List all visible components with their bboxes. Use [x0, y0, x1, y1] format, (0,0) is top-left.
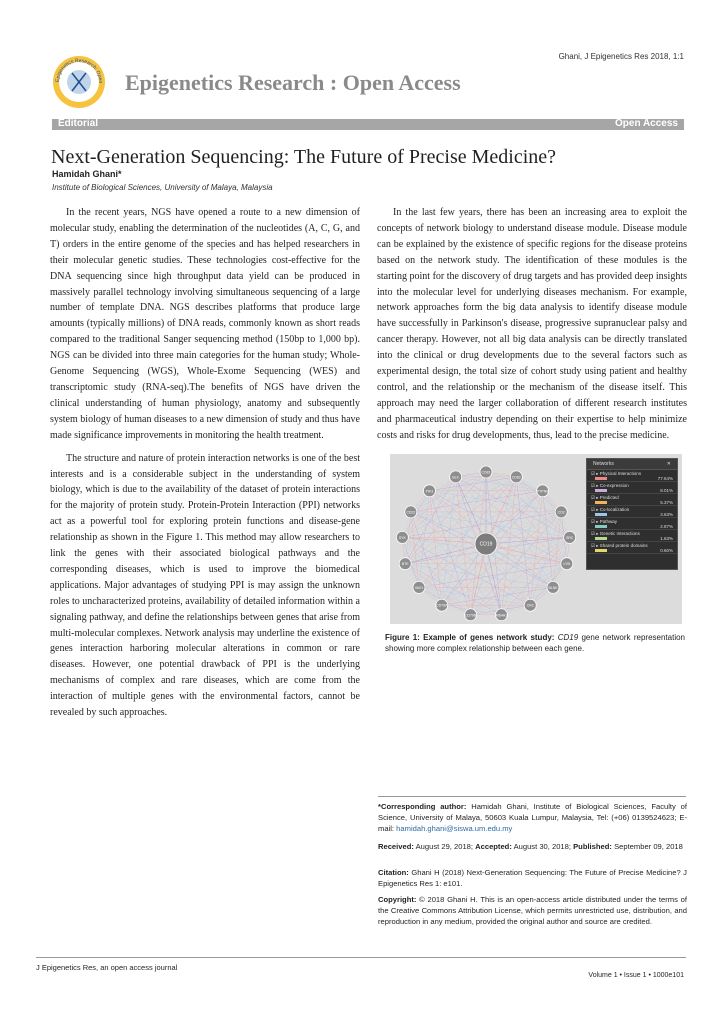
- legend-label: ☑ ▸ Co-expression: [591, 483, 629, 488]
- section-bar: [52, 119, 684, 130]
- node-label: CR2: [526, 603, 534, 608]
- legend-swatch: [595, 489, 607, 492]
- network-node: [480, 466, 492, 478]
- article-title: Next-Generation Sequencing: The Future of Precise Medicine?: [51, 146, 557, 168]
- network-node: [510, 471, 522, 483]
- legend-close-icon: ✕: [666, 461, 671, 467]
- legend-value: 8.01%: [660, 488, 673, 493]
- node-label: BTK: [401, 562, 409, 567]
- legend-item[interactable]: [587, 518, 677, 530]
- legend-swatch: [595, 549, 607, 552]
- legend-value: 2.87%: [660, 524, 673, 529]
- legend-item[interactable]: [587, 530, 677, 542]
- legend-swatch: [595, 477, 607, 480]
- node-label: VAV1: [414, 585, 424, 590]
- legend-value: 77.64%: [657, 476, 673, 481]
- legend-title: Networks: [593, 461, 614, 467]
- logo-text: Epigenetics Research: Open: [54, 57, 104, 84]
- network-node: [495, 609, 507, 621]
- caption-label: Figure 1: Example of genes network study:: [385, 633, 555, 642]
- network-legend: [586, 458, 678, 570]
- legend-label: ☑ ▸ Physical Interactions: [591, 471, 642, 476]
- citation-label: Citation:: [378, 868, 409, 877]
- accepted-date: August 30, 2018;: [513, 842, 571, 851]
- copyright-label: Copyright:: [378, 895, 417, 904]
- node-label: BLK: [452, 475, 459, 480]
- received-date: August 29, 2018;: [415, 842, 474, 851]
- figure-caption: [385, 632, 685, 654]
- copyright-text: © 2018 Ghani H. This is an open-access article distributed under the terms of the Creative Commons Attribution License, which permits unrestricted use, distribution, and reproduction in any medium, provided the original author and source are credited.: [378, 895, 687, 926]
- network-node: [547, 581, 559, 593]
- caption-text: gene network: [581, 633, 631, 642]
- published-date: September 09, 2018: [614, 842, 683, 851]
- legend-swatch: [595, 525, 607, 528]
- network-node: [475, 533, 497, 555]
- article-type: Editorial: [58, 118, 99, 129]
- network-node: [564, 531, 576, 543]
- legend-item[interactable]: [587, 506, 677, 518]
- legend-label: ☑ ▸ Co-localization: [591, 507, 630, 512]
- node-label: CD79B: [464, 613, 477, 618]
- legend-label: ☑ ▸ Pathway: [591, 519, 618, 524]
- legend-value: 0.60%: [660, 548, 673, 553]
- legend-value: 5.37%: [660, 500, 673, 505]
- citation-text: Ghani H (2018) Next-Generation Sequencing: The Future of Precise Medicine? J Epigenetics Res 1: e101.: [378, 868, 687, 888]
- legend-swatch: [595, 537, 607, 540]
- paragraph: In the recent years, NGS have opened a route to a new dimension of molecular study, enabling the determination of the nucleotides (A, C, G, and T) orders in the entire genome of the species and has helped researchers in their molecular genetic studies. These technologies cost-effective for the DNA sequencing since high throughput data yield can be produced in massively parallel technology involving simultaneous sequencing of a large number of template DNA. NGS describes platforms that produce large amounts (typically millions) of DNA reads, commonly known as short reads compared to the traditional Sanger sequencing method (150bp to 1,000 bp). NGS can be divided into three main categories for the human study; Whole-Genome Sequencing (WGS), Whole-Exome Sequencing (WES) and transcriptomic study (RNA-seq).The benefits of NGS have driven the clinical understanding of human physiology, anatomy and subsequently system biology of human diseases to a new dimension of study and thus have made significance improvements in monitoring the health treatment.: [50, 207, 360, 441]
- node-label: CD2: [557, 510, 565, 515]
- legend-swatch: [595, 501, 607, 504]
- node-label: CD82: [511, 475, 521, 480]
- correspondence-label: *Corresponding author:: [378, 802, 467, 811]
- node-label: PIK3: [425, 489, 434, 494]
- network-node: [555, 506, 567, 518]
- dates: [378, 841, 687, 852]
- network-node: [537, 485, 549, 497]
- affiliation: Institute of Biological Sciences, University of Malaya, Malaysia: [52, 183, 273, 192]
- legend-label: ☑ ▸ Genetic Interactions: [591, 531, 640, 536]
- paragraph: In the last few years, there has been an increasing area to exploit the concepts of network biology to understand disease module. Disease module can be explained by the existence of specific regions for the disease proteins based on the network study. The identification of these modules is the starting point for the discovery of drug targets and has provided deep insights into the molecular level for underlying diseases mechanism. For example, network approaches form the big data analysis to identify disease module have successfully in Parkinson's disease, progressive supranuclear palsy and cancer therapy. However, not all big data analysis can be directly translated into the clinical or drug developments due to the several factors such as experimental design, the total size of cohort study using patient and healthy control, and the relationship or the mechanism of the disease itself. This approach may need the larger collaboration of different research institutes and pharmaceutical industry depending on their expertise to help minimize costs and risks for drug developments, thus, lead to the precise medicine.: [377, 207, 687, 441]
- legend-item[interactable]: [587, 542, 677, 554]
- network-node: [413, 581, 425, 593]
- received-label: Received:: [378, 842, 414, 851]
- journal-title: Epigenetics Research : Open Access: [125, 70, 461, 95]
- journal-logo: [52, 55, 106, 109]
- legend-swatch: [595, 513, 607, 516]
- caption-gene: CD19: [557, 633, 579, 642]
- footer-volume: Volume 1 • Issue 1 • 1000e101: [588, 972, 684, 979]
- accepted-label: Accepted:: [475, 842, 512, 851]
- network-node: [450, 471, 462, 483]
- caption-text: representation showing more complex relationship between each gene.: [385, 633, 685, 653]
- network-node: [399, 558, 411, 570]
- node-label: SRC: [565, 535, 574, 540]
- node-label: PTPN6: [536, 489, 549, 494]
- legend-value: 1.63%: [660, 536, 673, 541]
- legend-label: ☑ ▸ Predicted: [591, 495, 619, 500]
- network-node: [405, 506, 417, 518]
- node-label: MS4A1: [495, 613, 508, 618]
- legend-item[interactable]: [587, 482, 677, 494]
- node-label: CD79A: [436, 603, 448, 608]
- network-node: [436, 599, 448, 611]
- node-label: CD19: [479, 541, 493, 548]
- copyright: [378, 894, 687, 927]
- node-label: CD81: [481, 470, 491, 475]
- email-link[interactable]: hamidah.ghani@siswa.um.edu.my: [396, 824, 513, 833]
- correspondence-text: Hamidah Ghani, Institute of Biological Sciences, Faculty of Science, University of Malaya, 50603 Kuala Lumpur, Malaysia, Tel: (+06) 0139524623; E-mail:: [378, 802, 687, 833]
- network-node: [524, 599, 536, 611]
- legend-value: 3.63%: [660, 512, 673, 517]
- footer-divider: [36, 957, 686, 958]
- legend-item[interactable]: [587, 470, 677, 482]
- footer-journal: J Epigenetics Res, an open access journal: [36, 963, 178, 972]
- running-head: Ghani, J Epigenetics Res 2018, 1:1: [558, 52, 684, 61]
- network-node: [561, 558, 573, 570]
- figure-1: [390, 454, 682, 624]
- node-label: SYK: [398, 535, 406, 540]
- access-label: Open Access: [615, 118, 678, 129]
- legend-label: ☑ ▸ Shared protein domains: [591, 543, 648, 548]
- node-label: LYN: [563, 562, 571, 567]
- network-node: [465, 609, 477, 621]
- node-label: CD22: [406, 510, 416, 515]
- network-node: [396, 531, 408, 543]
- citation: [378, 867, 687, 889]
- left-column: [50, 205, 360, 721]
- author: Hamidah Ghani*: [52, 169, 122, 179]
- correspondence: [378, 801, 687, 834]
- paragraph: The structure and nature of protein interaction networks is one of the best interests and is a considerable subject in the understanding of system biology, which is due to the availability of the dataset of protein interactions for the majority of protein study. Protein-Protein Interaction (PPI) networks act as a powerful tool for exploring protein functions and disease-gene relationship as shown in the Figure 1. This method may allow researchers to link the genes with their associated biological pathways and the corresponding diseases, which is used to improve the biomedical applications. Major advantages of studying PPI is may assign the unknown roles to uncharacterized proteins, availability of detailed information within a signaling pathway, and define the relationships between genes that arise from multi-molecular complexes. Network analysis may underline the existence of genes interaction harboring molecular alterations in common or rare diseases. However, one potential drawback of PPI is the underlying mechanisms of complex and rare diseases, which are come from the interaction of multiple genes with the environmental factors, cannot be revealed by such approaches.: [50, 452, 360, 719]
- node-label: BLNK: [548, 585, 558, 590]
- legend-item[interactable]: [587, 494, 677, 506]
- published-label: Published:: [573, 842, 612, 851]
- right-column: [377, 205, 687, 444]
- divider: [378, 796, 686, 797]
- network-node: [423, 485, 435, 497]
